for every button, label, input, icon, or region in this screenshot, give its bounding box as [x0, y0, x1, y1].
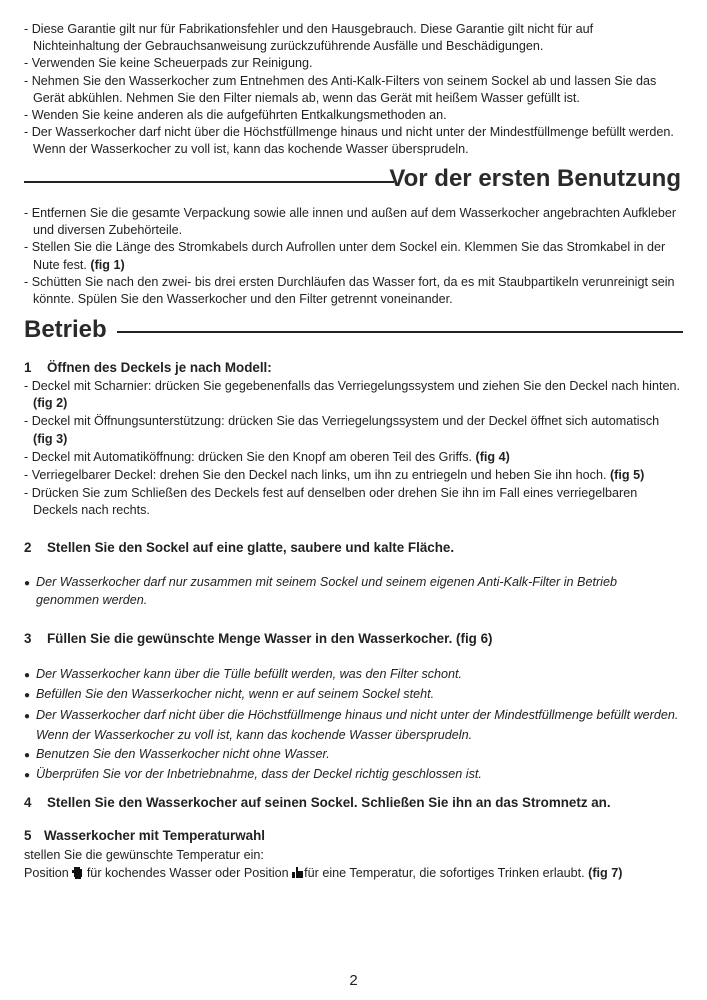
list-item: ● Der Wasserkocher darf nicht über die Höchstfüllmenge hinaus und nicht unter der Mindestfüllmenge befüllt werden. Wenn der Wasserkocher zu voll ist, kann das kochende Wasser übersprudeln. [24, 707, 679, 743]
step-3-heading: 3 Füllen Sie die gewünschte Menge Wasser in den Wasserkocher. (fig 6) [24, 631, 493, 646]
list-item: ● Überprüfen Sie vor der Inbetriebnahme, dass der Deckel richtig geschlossen ist. [24, 767, 482, 782]
list-item: - Deckel mit Scharnier: drücken Sie gegebenenfalls das Verriegelungssystem und ziehen Sie den Deckel nach hinten. (fig 2) [24, 379, 680, 411]
list-item: - Der Wasserkocher darf nicht über die Höchstfüllmenge hinaus und nicht unter der Mindestfüllmenge befüllt werden. Wenn der Wasserkocher zu voll ist, kann das kochende Wasser übersprudeln. [24, 125, 674, 157]
first-use-list [24, 205, 681, 308]
step-2-heading: 2 Stellen Sie den Sockel auf eine glatte, saubere und kalte Fläche. [24, 540, 455, 555]
list-item: ● Befüllen Sie den Wasserkocher nicht, wenn er auf seinem Sockel steht. [24, 687, 435, 702]
kettle-boil-icon [72, 866, 83, 884]
step-3-notes [24, 665, 681, 785]
list-item: ● Benutzen Sie den Wasserkocher nicht ohne Wasser. [24, 746, 330, 761]
step-5-position-line: Position für kochendes Wasser oder Position für eine Temperatur, die sofortiges Trinken erlaubt. (fig 7) [24, 864, 681, 884]
list-item: - Verriegelbarer Deckel: drehen Sie den Deckel nach links, um ihn zu entriegeln und heben Sie ihn hoch. (fig 5) [24, 468, 645, 483]
step-5-text [24, 846, 681, 885]
list-item: - Deckel mit Öffnungsunterstützung: drücken Sie das Verriegelungssystem und der Deckel öffnet sich automatisch (fig 3) [24, 414, 660, 446]
step-4-heading: 4 Stellen Sie den Wasserkocher auf seinen Sockel. Schließen Sie ihn an das Stromnetz an. [24, 795, 611, 810]
section-title-first-use: Vor der ersten Benutzung [389, 165, 681, 192]
section-title-operation: Betrieb [24, 316, 107, 343]
warranty-list [24, 21, 681, 159]
list-item: - Nehmen Sie den Wasserkocher zum Entnehmen des Anti-Kalk-Filters von seinem Sockel ab und lassen Sie das Gerät abkühlen. Nehmen Sie den Filter niemals ab, wenn das Gerät mit heißem Wasser gefüllt ist. [24, 73, 657, 105]
list-item: - Schütten Sie nach den zwei- bis drei ersten Durchläufen das Wasser fort, da es mit Staubpartikeln verunreinigt sein könnte. Spülen Sie den Wasserkocher und den Filter getrennt voneinander. [24, 274, 675, 307]
list-item: ● Der Wasserkocher kann über die Tülle befüllt werden, was den Filter schont. [24, 667, 463, 681]
step-5-heading: 5 Wasserkocher mit Temperaturwahl [24, 828, 266, 843]
thumb-up-icon [292, 866, 304, 884]
list-item: - Stellen Sie die Länge des Stromkabels durch Aufrollen unter dem Sockel ein. Klemmen Sie das Stromkabel in der Nute fest. (fig 1) [24, 240, 666, 272]
page-number: 2 [349, 972, 358, 989]
step-5-line: stellen Sie die gewünschte Temperatur ein: [24, 848, 264, 862]
list-item: - Entfernen Sie die gesamte Verpackung sowie alle innen und außen auf dem Wasserkocher angebrachten Aufkleber und diversen Zubehörteile. [24, 206, 677, 238]
list-item: - Verwenden Sie keine Scheuerpads zur Reinigung. [24, 56, 313, 71]
list-item: - Diese Garantie gilt nur für Fabrikationsfehler und den Hausgebrauch. Diese Garantie gilt nicht für auf Nichteinhaltung der Gebrauchsanweisung zurückzuführende Ausfälle und Beschädigungen. [24, 22, 594, 54]
section-rule [117, 331, 683, 333]
list-item: - Deckel mit Automatiköffnung: drücken Sie den Knopf am oberen Teil des Griffs. (fig 4) [24, 449, 510, 464]
list-item: - Drücken Sie zum Schließen des Deckels fest auf denselben oder drehen Sie ihn im Fall eines verriegelbaren Deckels nach rechts. [24, 486, 638, 518]
lid-options-list [24, 378, 681, 520]
step-1-heading: 1 Öffnen des Deckels je nach Modell: [24, 360, 272, 375]
section-rule [24, 181, 394, 183]
list-item: ● Der Wasserkocher darf nur zusammen mit seinem Sockel und seinem eigenen Anti-Kalk-Filter in Betrieb genommen werden. [24, 575, 617, 608]
list-item: - Wenden Sie keine anderen als die aufgeführten Entkalkungsmethoden an. [24, 108, 447, 123]
step-2-notes [24, 574, 681, 609]
